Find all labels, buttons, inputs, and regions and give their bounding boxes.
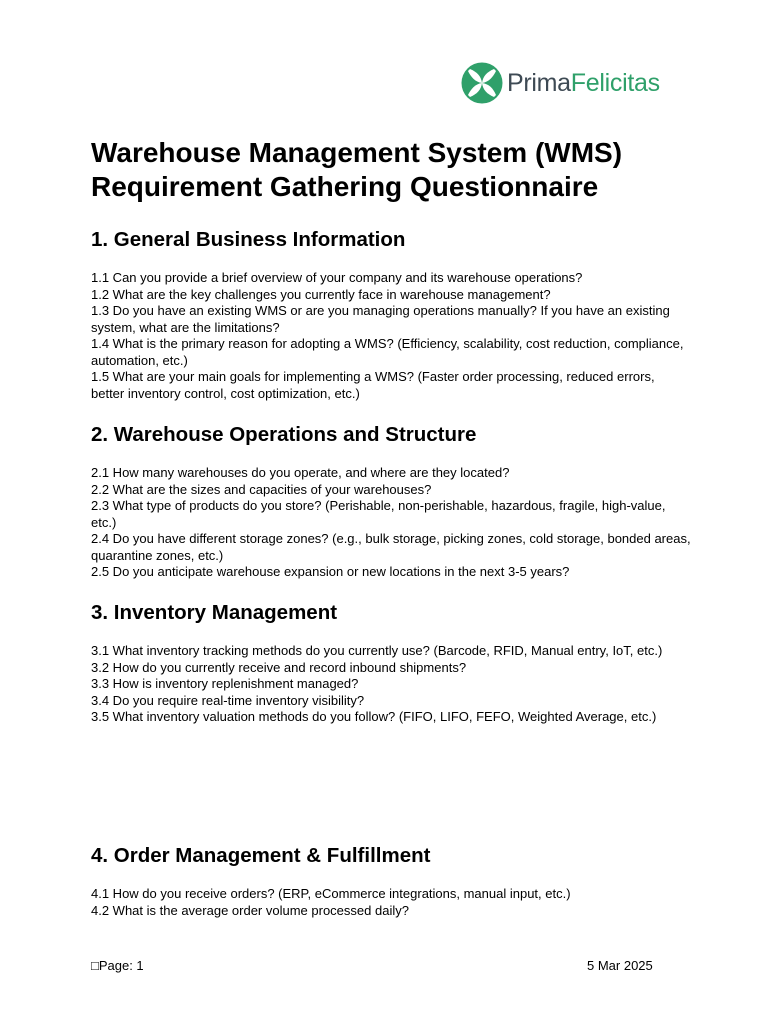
- section-inventory-management: [91, 601, 691, 726]
- question-item: 3.1 What inventory tracking methods do you currently use? (Barcode, RFID, Manual entry, IoT, etc.): [91, 643, 663, 658]
- question-item: 2.3 What type of products do you store? (Perishable, non-perishable, hazardous, fragile, high-value, etc.): [91, 498, 666, 530]
- primafelicitas-logo-icon: [461, 62, 503, 104]
- section-heading: 1. General Business Information: [91, 228, 406, 251]
- document-title: [91, 136, 731, 204]
- question-item: 3.3 How is inventory replenishment managed?: [91, 676, 359, 691]
- section-heading: 2. Warehouse Operations and Structure: [91, 423, 477, 446]
- section-general-business: [91, 228, 691, 402]
- question-item: 1.2 What are the key challenges you currently face in warehouse management?: [91, 286, 551, 302]
- question-list: [91, 465, 691, 581]
- document-title-line-1: Warehouse Management System (WMS): [91, 137, 623, 168]
- document-date: 5 Mar 2025: [587, 958, 653, 973]
- question-item: 3.5 What inventory valuation methods do you follow? (FIFO, LIFO, FEFO, Weighted Average, etc.): [91, 709, 657, 724]
- page-number: □Page: 1: [91, 958, 144, 973]
- question-item: 4.2 What is the average order volume processed daily?: [91, 902, 409, 918]
- question-item: 1.4 What is the primary reason for adopting a WMS? (Efficiency, scalability, cost reduction, compliance, automation, etc.): [91, 336, 684, 368]
- question-item: 3.4 Do you require real-time inventory visibility?: [91, 692, 365, 708]
- section-order-management: [91, 844, 691, 919]
- logo-wordmark: [507, 68, 660, 97]
- question-item: 4.1 How do you receive orders? (ERP, eCommerce integrations, manual input, etc.): [91, 886, 571, 901]
- question-list: [91, 270, 691, 402]
- section-warehouse-operations: [91, 423, 691, 581]
- question-item: 2.5 Do you anticipate warehouse expansion or new locations in the next 3-5 years?: [91, 564, 570, 579]
- question-item: 1.3 Do you have an existing WMS or are you managing operations manually? If you have an existing system, what are the limitations?: [91, 303, 670, 335]
- question-item: 3.2 How do you currently receive and record inbound shipments?: [91, 659, 467, 675]
- question-item: 1.5 What are your main goals for implementing a WMS? (Faster order processing, reduced errors, better inventory control, cost optimization, etc.): [91, 369, 655, 401]
- logo-wordmark-prima: Prima: [507, 68, 571, 97]
- section-heading: 4. Order Management & Fulfillment: [91, 844, 431, 867]
- company-logo: [461, 60, 660, 106]
- section-heading: 3. Inventory Management: [91, 601, 338, 624]
- question-item: 2.4 Do you have different storage zones? (e.g., bulk storage, picking zones, cold storage, bonded areas, quarantine zones, etc.): [91, 531, 691, 563]
- question-item: 2.1 How many warehouses do you operate, and where are they located?: [91, 465, 510, 480]
- question-list: [91, 643, 691, 726]
- question-item: 1.1 Can you provide a brief overview of your company and its warehouse operations?: [91, 270, 583, 285]
- question-item: 2.2 What are the sizes and capacities of your warehouses?: [91, 481, 432, 497]
- logo-wordmark-felicitas: Felicitas: [570, 68, 660, 97]
- document-title-line-2: Requirement Gathering Questionnaire: [91, 171, 599, 202]
- question-list: [91, 886, 691, 919]
